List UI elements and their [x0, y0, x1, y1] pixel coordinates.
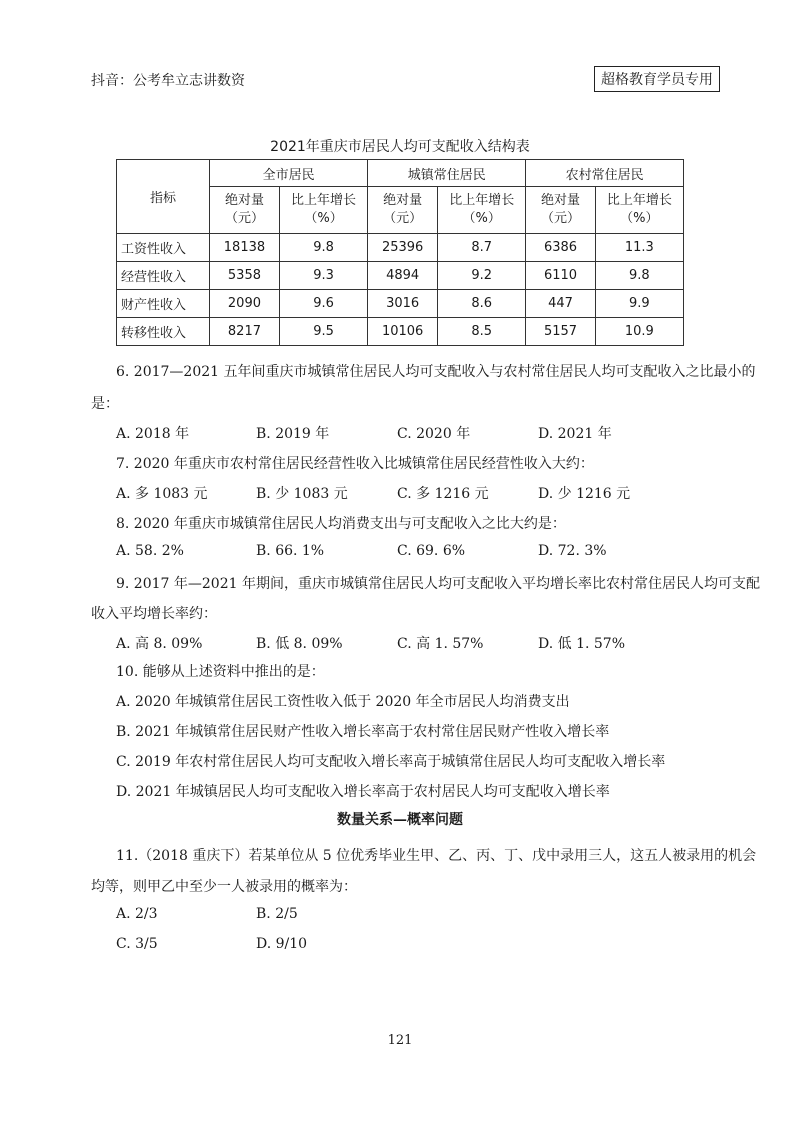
question-7-option-a: A. 多 1083 元: [116, 486, 208, 502]
group-header-urban: 城镇常住居民: [368, 160, 526, 187]
question-7-option-c: C. 多 1216 元: [397, 486, 489, 502]
question-6-stem: 6. 2017—2021 五年间重庆市城镇常住居民人均可支配收入与农村常住居民人均可支配收入之比最小的: [116, 364, 756, 380]
table-cell: 6386: [526, 234, 595, 262]
table-cell: 5157: [526, 318, 595, 346]
question-11-option-c: C. 3/5: [116, 936, 158, 952]
question-6-option-a: A. 2018 年: [116, 426, 190, 442]
group-header-rural: 农村常住居民: [526, 160, 684, 187]
question-9-option-d: D. 低 1. 57%: [538, 636, 626, 652]
subheader-growth: 比上年增长（%）: [438, 187, 526, 234]
table-cell: 3016: [368, 290, 438, 318]
question-9-stem-cont: 收入平均增长率约：: [91, 606, 217, 622]
subheader-abs: 绝对量（元）: [368, 187, 438, 234]
subheader-abs: 绝对量（元）: [526, 187, 595, 234]
question-10-option-a: A. 2020 年城镇常住居民工资性收入低于 2020 年全市居民人均消费支出: [116, 694, 570, 710]
question-10-option-b: B. 2021 年城镇常住居民财产性收入增长率高于农村常住居民财产性收入增长率: [116, 724, 610, 740]
row-label: 转移性收入: [117, 318, 210, 346]
table-cell: 10.9: [595, 318, 683, 346]
income-structure-table: [116, 159, 684, 346]
table-cell: 5358: [210, 262, 280, 290]
table-cell: 10106: [368, 318, 438, 346]
table-row: [117, 290, 684, 318]
table-cell: 18138: [210, 234, 280, 262]
page-header-left: 抖音：公考牟立志讲数资: [91, 73, 245, 89]
table-cell: 8217: [210, 318, 280, 346]
row-label: 财产性收入: [117, 290, 210, 318]
page-number: 121: [387, 1033, 413, 1048]
question-10-option-d: D. 2021 年城镇居民人均可支配收入增长率高于农村居民人均可支配收入增长率: [116, 784, 610, 800]
question-10-stem: 10. 能够从上述资料中推出的是：: [116, 664, 325, 680]
indicator-header: 指标: [117, 160, 210, 234]
question-6-option-c: C. 2020 年: [397, 426, 471, 442]
table-cell: 9.3: [279, 262, 367, 290]
question-8-option-c: C. 69. 6%: [397, 543, 466, 559]
row-label: 经营性收入: [117, 262, 210, 290]
subheader-growth: 比上年增长（%）: [279, 187, 367, 234]
table-cell: 9.9: [595, 290, 683, 318]
table-cell: 2090: [210, 290, 280, 318]
subheader-abs: 绝对量（元）: [210, 187, 280, 234]
table-cell: 4894: [368, 262, 438, 290]
table-cell: 11.3: [595, 234, 683, 262]
subheader-growth: 比上年增长（%）: [595, 187, 683, 234]
question-8-stem: 8. 2020 年重庆市城镇常住居民人均消费支出与可支配收入之比大约是：: [116, 516, 566, 532]
section-title: 数量关系—概率问题: [337, 812, 463, 828]
table-cell: 25396: [368, 234, 438, 262]
question-10-option-c: C. 2019 年农村常住居民人均可支配收入增长率高于城镇常住居民人均可支配收入增长率: [116, 754, 666, 770]
question-11-stem: 11.（2018 重庆下）若某单位从 5 位优秀毕业生甲、乙、丙、丁、戊中录用三人，这五人被录用的机会: [116, 848, 757, 864]
question-7-option-d: D. 少 1216 元: [538, 486, 631, 502]
row-label: 工资性收入: [117, 234, 210, 262]
question-11-option-b: B. 2/5: [256, 906, 298, 922]
question-9-stem: 9. 2017 年—2021 年期间，重庆市城镇常住居民人均可支配收入平均增长率比农村常住居民人均可支配: [116, 576, 760, 592]
table-row: [117, 262, 684, 290]
question-9-option-a: A. 高 8. 09%: [116, 636, 203, 652]
question-11-stem-cont: 均等，则甲乙中至少一人被录用的概率为：: [91, 879, 357, 895]
table-row: [117, 318, 684, 346]
question-7-stem: 7. 2020 年重庆市农村常住居民经营性收入比城镇常住居民经营性收入大约：: [116, 456, 594, 472]
table-cell: 447: [526, 290, 595, 318]
table-cell: 6110: [526, 262, 595, 290]
question-11-option-d: D. 9/10: [256, 936, 308, 952]
group-header-all: 全市居民: [210, 160, 368, 187]
table-cell: 8.7: [438, 234, 526, 262]
table-cell: 8.6: [438, 290, 526, 318]
table-cell: 9.6: [279, 290, 367, 318]
question-6-option-d: D. 2021 年: [538, 426, 612, 442]
table-title: 2021年重庆市居民人均可支配收入结构表: [270, 139, 530, 155]
question-9-option-c: C. 高 1. 57%: [397, 636, 484, 652]
question-7-option-b: B. 少 1083 元: [256, 486, 348, 502]
table-cell: 8.5: [438, 318, 526, 346]
page-header-badge: 超格教育学员专用: [594, 66, 720, 92]
question-9-option-b: B. 低 8. 09%: [256, 636, 343, 652]
question-11-option-a: A. 2/3: [116, 906, 158, 922]
table-cell: 9.8: [279, 234, 367, 262]
table-cell: 9.2: [438, 262, 526, 290]
question-6-stem-cont: 是：: [91, 396, 119, 412]
question-8-option-a: A. 58. 2%: [116, 543, 184, 559]
question-8-option-b: B. 66. 1%: [256, 543, 325, 559]
question-8-option-d: D. 72. 3%: [538, 543, 607, 559]
table-cell: 9.5: [279, 318, 367, 346]
table-cell: 9.8: [595, 262, 683, 290]
table-header-row: [117, 160, 684, 187]
table-row: [117, 234, 684, 262]
question-6-option-b: B. 2019 年: [256, 426, 330, 442]
